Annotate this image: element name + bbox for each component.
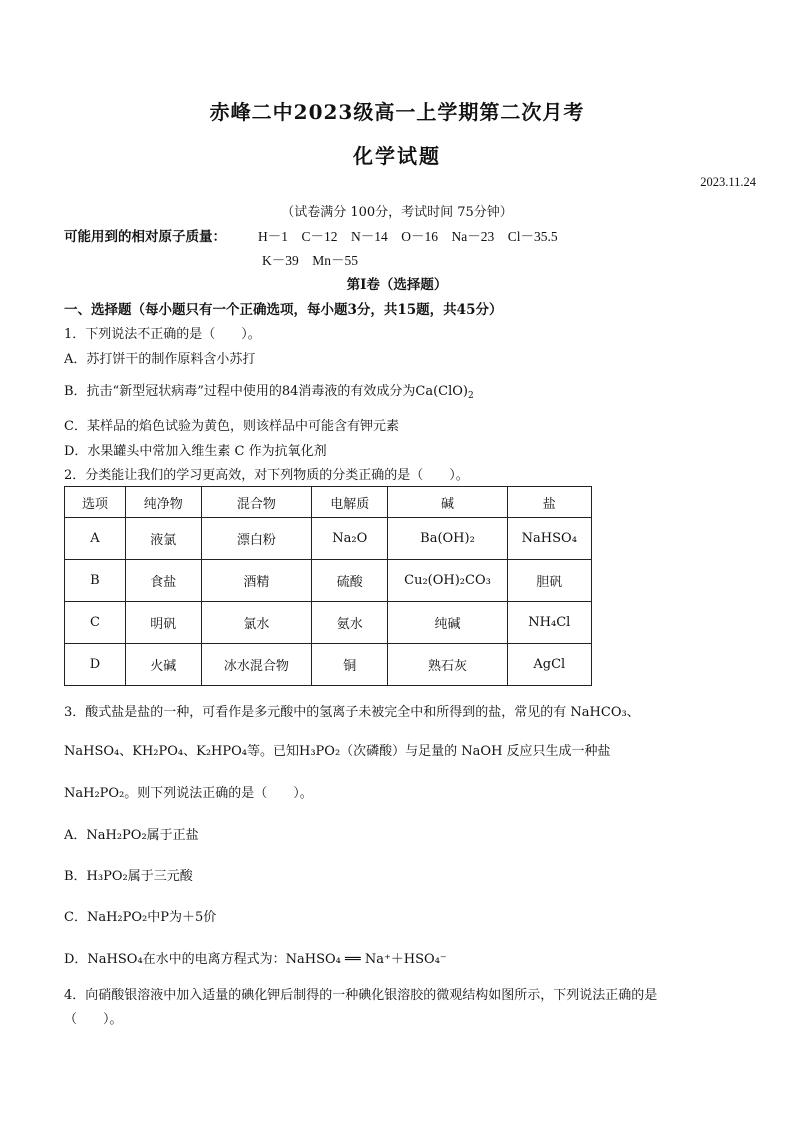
table-cell: Na₂O (312, 518, 388, 560)
exam-date: 2023.11.24 (700, 175, 756, 189)
q3-option-b: B．H₃PO₂属于三元酸 (64, 869, 193, 884)
q1-option-b-subscript: 2 (468, 391, 474, 401)
q3-option-d: D．NaHSO₄在水中的电离方程式为：NaHSO₄ ══ Na⁺＋HSO₄⁻ (64, 952, 447, 967)
table-cell: 明矾 (125, 602, 201, 644)
q1-option-d: D．水果罐头中常加入维生素 C 作为抗氧化剂 (64, 444, 327, 459)
q1-option-b-text: B．抗击“新型冠状病毒”过程中使用的84消毒液的有效成分为 (64, 384, 416, 399)
table-row (65, 560, 592, 602)
q4-stem-line-2: （ ）。 (64, 1012, 123, 1027)
q1-option-c: C．某样品的焰色试验为黄色，则该样品中可能含有钾元素 (64, 419, 399, 434)
table-row (65, 644, 592, 686)
exam-note: （试卷满分 100分，考试时间 75分钟） (281, 205, 513, 220)
table-cell: 硫酸 (312, 560, 388, 602)
part-title: 一、选择题（每小题只有一个正确选项，每小题3分，共15题，共45分） (64, 302, 503, 318)
q4-stem-line-1: 4．向硝酸银溶液中加入适量的碘化钾后制得的一种碘化银溶胶的微观结构如图所示，下列说法正确的是 (64, 988, 658, 1003)
q3-option-c: C．NaH₂PO₂中P为＋5价 (64, 910, 217, 925)
table-cell: 漂白粉 (201, 518, 312, 560)
table-header-cell: 纯净物 (125, 487, 201, 518)
q3-stem-line-2: NaHSO₄、KH₂PO₄、K₂HPO₄等。已知H₃PO₂（次磷酸）与足量的 NaOH 反应只生成一种盐 (64, 744, 611, 759)
q1-option-b-formula: Ca(ClO) (415, 384, 468, 399)
table-cell: 纯碱 (388, 602, 507, 644)
table-cell: 胆矾 (507, 560, 591, 602)
subject-title: 化学试题 (353, 144, 441, 168)
exam-title: 赤峰二中2023级高一上学期第二次月考 (209, 100, 585, 124)
table-cell: AgCl (507, 644, 591, 686)
table-header-cell: 盐 (507, 487, 591, 518)
section-title: 第Ⅰ卷（选择题） (346, 277, 448, 293)
table-cell: Cu₂(OH)₂CO₃ (388, 560, 507, 602)
q3-option-a: A．NaH₂PO₂属于正盐 (64, 828, 199, 843)
table-cell: 火碱 (125, 644, 201, 686)
table-header-cell: 碱 (388, 487, 507, 518)
table-cell: 熟石灰 (388, 644, 507, 686)
table-cell: A (65, 518, 126, 560)
table-cell: C (65, 602, 126, 644)
q1-stem: 1．下列说法不正确的是（ ）。 (64, 327, 261, 342)
table-cell: 氨水 (312, 602, 388, 644)
table-row (65, 518, 592, 560)
table-header-cell: 选项 (65, 487, 126, 518)
atomic-mass-line-2: K－39 Mn－55 (262, 253, 359, 268)
table-cell: 液氯 (125, 518, 201, 560)
table-cell: 氯水 (201, 602, 312, 644)
table-cell: 铜 (312, 644, 388, 686)
table-row (65, 602, 592, 644)
table-header-row (65, 487, 592, 518)
classification-table (64, 486, 592, 686)
table-cell: Ba(OH)₂ (388, 518, 507, 560)
q3-stem-line-1: 3．酸式盐是盐的一种，可看作是多元酸中的氢离子未被完全中和所得到的盐，常见的有 NaHCO₃、 (64, 705, 640, 720)
q1-option-b (64, 380, 474, 401)
table-header-cell: 混合物 (201, 487, 312, 518)
table-cell: 食盐 (125, 560, 201, 602)
table-cell: B (65, 560, 126, 602)
q1-option-a: A．苏打饼干的制作原料含小苏打 (64, 352, 256, 367)
q2-stem: 2．分类能让我们的学习更高效，对下列物质的分类正确的是（ ）。 (64, 468, 469, 483)
table-cell: 冰水混合物 (201, 644, 312, 686)
atomic-mass-line-1: H－1 C－12 N－14 O－16 Na－23 Cl－35.5 (258, 229, 558, 244)
table-cell: 酒精 (201, 560, 312, 602)
atomic-mass-label: 可能用到的相对原子质量： (64, 229, 226, 245)
q3-stem-line-3: NaH₂PO₂。则下列说法正确的是（ ）。 (64, 786, 313, 801)
table-header-cell: 电解质 (312, 487, 388, 518)
table-cell: NaHSO₄ (507, 518, 591, 560)
table-cell: NH₄Cl (507, 602, 591, 644)
table-cell: D (65, 644, 126, 686)
